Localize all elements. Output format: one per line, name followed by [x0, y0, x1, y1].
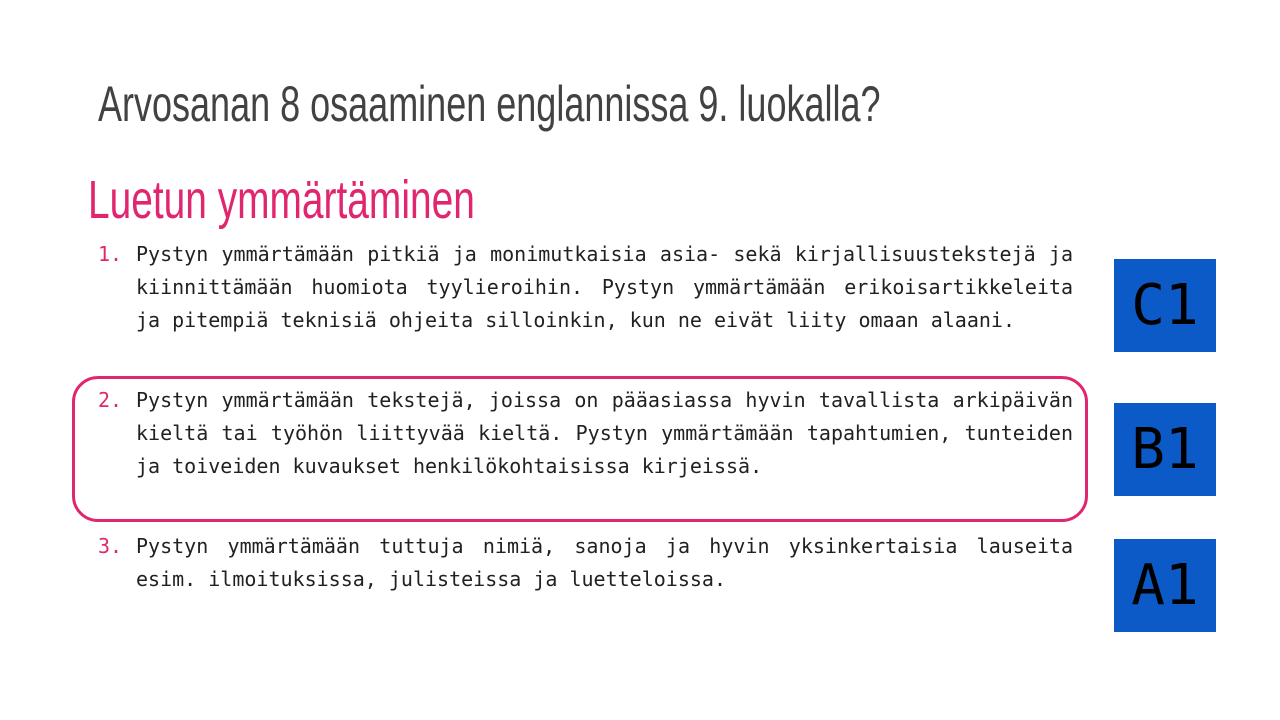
level-badge-b1: B1	[1114, 403, 1216, 496]
item-number: 3.	[98, 534, 123, 558]
level-badge-a1: A1	[1114, 539, 1216, 632]
slide-title: Arvosanan 8 osaaminen englannissa 9. luokalla?	[98, 76, 881, 132]
list-item	[98, 530, 1073, 596]
item-text: Pystyn ymmärtämään tekstejä, joissa on pääasiassa hyvin tavallista arkipäivän kieltä tai työhön liittyvää kieltä. Pystyn ymmärtämään tapahtumien, tunteiden ja toiveiden kuvaukset henkilökohtaisissa kirjeissä.	[136, 388, 1073, 478]
item-text: Pystyn ymmärtämään tuttuja nimiä, sanoja ja hyvin yksinkertaisia lauseita esim. ilmoituksissa, julisteissa ja luetteloissa.	[136, 534, 1073, 591]
item-number: 2.	[98, 388, 123, 412]
section-heading: Luetun ymmärtäminen	[88, 170, 475, 230]
level-badge-c1: C1	[1114, 259, 1216, 352]
list-item-highlighted	[98, 384, 1073, 483]
item-text: Pystyn ymmärtämään pitkiä ja monimutkaisia asia- sekä kirjallisuustekstejä ja kiinnittämään huomiota tyylieroihin. Pystyn ymmärtämään erikoisartikkeleita ja pitempiä teknisiä ohjeita silloinkin, kun ne eivät liity omaan alaani.	[136, 242, 1073, 332]
item-number: 1.	[98, 242, 123, 266]
list-item	[98, 238, 1073, 337]
